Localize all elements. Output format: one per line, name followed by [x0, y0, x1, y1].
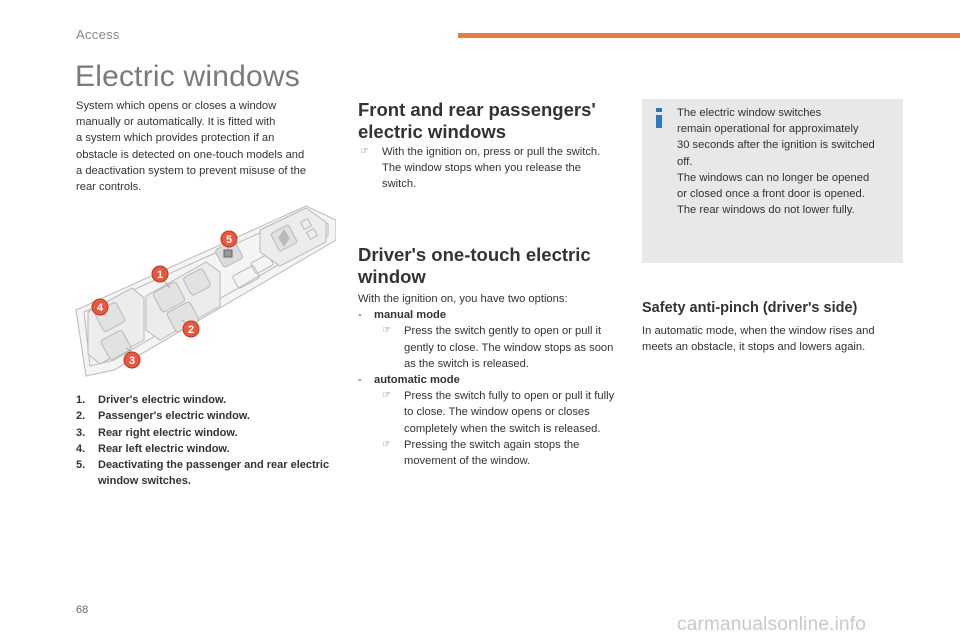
intro-line: a deactivation system to prevent misuse of the	[76, 164, 307, 177]
front-rear-instruction	[360, 144, 610, 193]
info-text	[677, 105, 899, 218]
pointing-hand-icon: ☞	[382, 438, 391, 450]
header-accent-bar	[458, 33, 960, 38]
watermark: carmanualsonline.info	[677, 614, 867, 635]
automatic-mode-label: automatic mode	[374, 374, 460, 387]
manual-mode-instruction	[358, 323, 620, 372]
legend-item	[76, 441, 338, 457]
driver-section	[358, 291, 620, 469]
info-line: The windows can no longer be opened	[677, 171, 870, 184]
legend-text: Deactivating the passenger and rear electric window switches.	[98, 459, 330, 488]
callout-3	[124, 352, 140, 368]
svg-text:4: 4	[96, 302, 104, 314]
driver-heading: Driver's one-touch electric window	[358, 244, 591, 287]
dash-marker: -	[358, 374, 362, 387]
legend-text: Driver's electric window.	[98, 394, 227, 406]
legend-item	[76, 408, 338, 424]
driver-intro: With the ignition on, you have two options:	[358, 293, 568, 305]
legend-text: Passenger's electric window.	[98, 410, 250, 423]
automatic-mode-instruction	[358, 388, 620, 437]
info-icon	[654, 108, 664, 128]
info-line: remain operational for approximately	[677, 123, 859, 136]
legend-item	[76, 425, 338, 441]
legend-number: 1.	[76, 394, 86, 406]
safety-text: In automatic mode, when the window rises and meets an obstacle, it stops and lowers again.	[642, 325, 875, 354]
legend-number: 3.	[76, 426, 86, 439]
info-line: or closed once a front door is opened.	[677, 188, 865, 201]
pointing-hand-icon: ☞	[360, 146, 369, 157]
page-title: Electric windows	[75, 60, 300, 93]
front-rear-heading: Front and rear passengers' electric windows	[358, 99, 596, 142]
legend-number: 2.	[76, 410, 86, 423]
pointing-hand-icon: ☞	[382, 325, 391, 337]
legend-item	[76, 457, 338, 490]
legend-item	[76, 392, 338, 408]
manual-mode-text: Press the switch gently to open or pull it gently to close. The window stops as soon as the switch is released.	[404, 325, 614, 370]
page-number: 68	[76, 604, 89, 616]
intro-line: a system which provides protection if an	[76, 132, 275, 145]
front-rear-text: With the ignition on, press or pull the switch. The window stops when you release the switch.	[382, 146, 601, 191]
window-switch-illustration	[74, 200, 336, 390]
legend-text: Rear left electric window.	[98, 442, 230, 455]
automatic-mode-text: Press the switch fully to open or pull it fully to close. The window opens or closes completely when the switch is released.	[404, 390, 615, 435]
dash-marker: -	[358, 309, 362, 322]
svg-text:2: 2	[187, 324, 195, 336]
safety-heading: Safety anti-pinch (driver's side)	[642, 300, 858, 316]
manual-mode-item	[358, 307, 620, 323]
manual-mode-label: manual mode	[374, 309, 447, 322]
info-line: The rear windows do not lower fully.	[677, 204, 855, 217]
intro-line: manually or automatically. It is fitted with	[76, 116, 276, 129]
svg-text:5: 5	[225, 234, 233, 246]
callout-2	[183, 321, 199, 337]
svg-text:3: 3	[128, 355, 136, 367]
callout-1	[152, 266, 168, 282]
legend-text: Rear right electric window.	[98, 426, 238, 439]
callout-4	[92, 299, 108, 315]
automatic-mode-item	[358, 372, 620, 388]
callout-5	[221, 231, 237, 247]
info-line: 30 seconds after the ignition is switched	[677, 139, 875, 152]
info-line: off.	[677, 155, 693, 168]
pointing-hand-icon: ☞	[382, 390, 391, 402]
info-line: The electric window switches	[677, 107, 822, 119]
svg-text:1: 1	[156, 269, 164, 281]
automatic-mode-instruction	[358, 437, 620, 469]
automatic-mode-text: Pressing the switch again stops the movement of the window.	[404, 438, 580, 468]
section-label: Access	[76, 27, 120, 42]
intro-paragraph	[76, 98, 338, 195]
intro-line: System which opens or closes a window	[76, 100, 277, 112]
legend-number: 4.	[76, 442, 86, 455]
intro-line: obstacle is detected on one-touch models and	[76, 148, 305, 161]
figure-legend	[76, 392, 338, 490]
legend-number: 5.	[76, 459, 86, 472]
intro-line: rear controls.	[76, 181, 142, 194]
